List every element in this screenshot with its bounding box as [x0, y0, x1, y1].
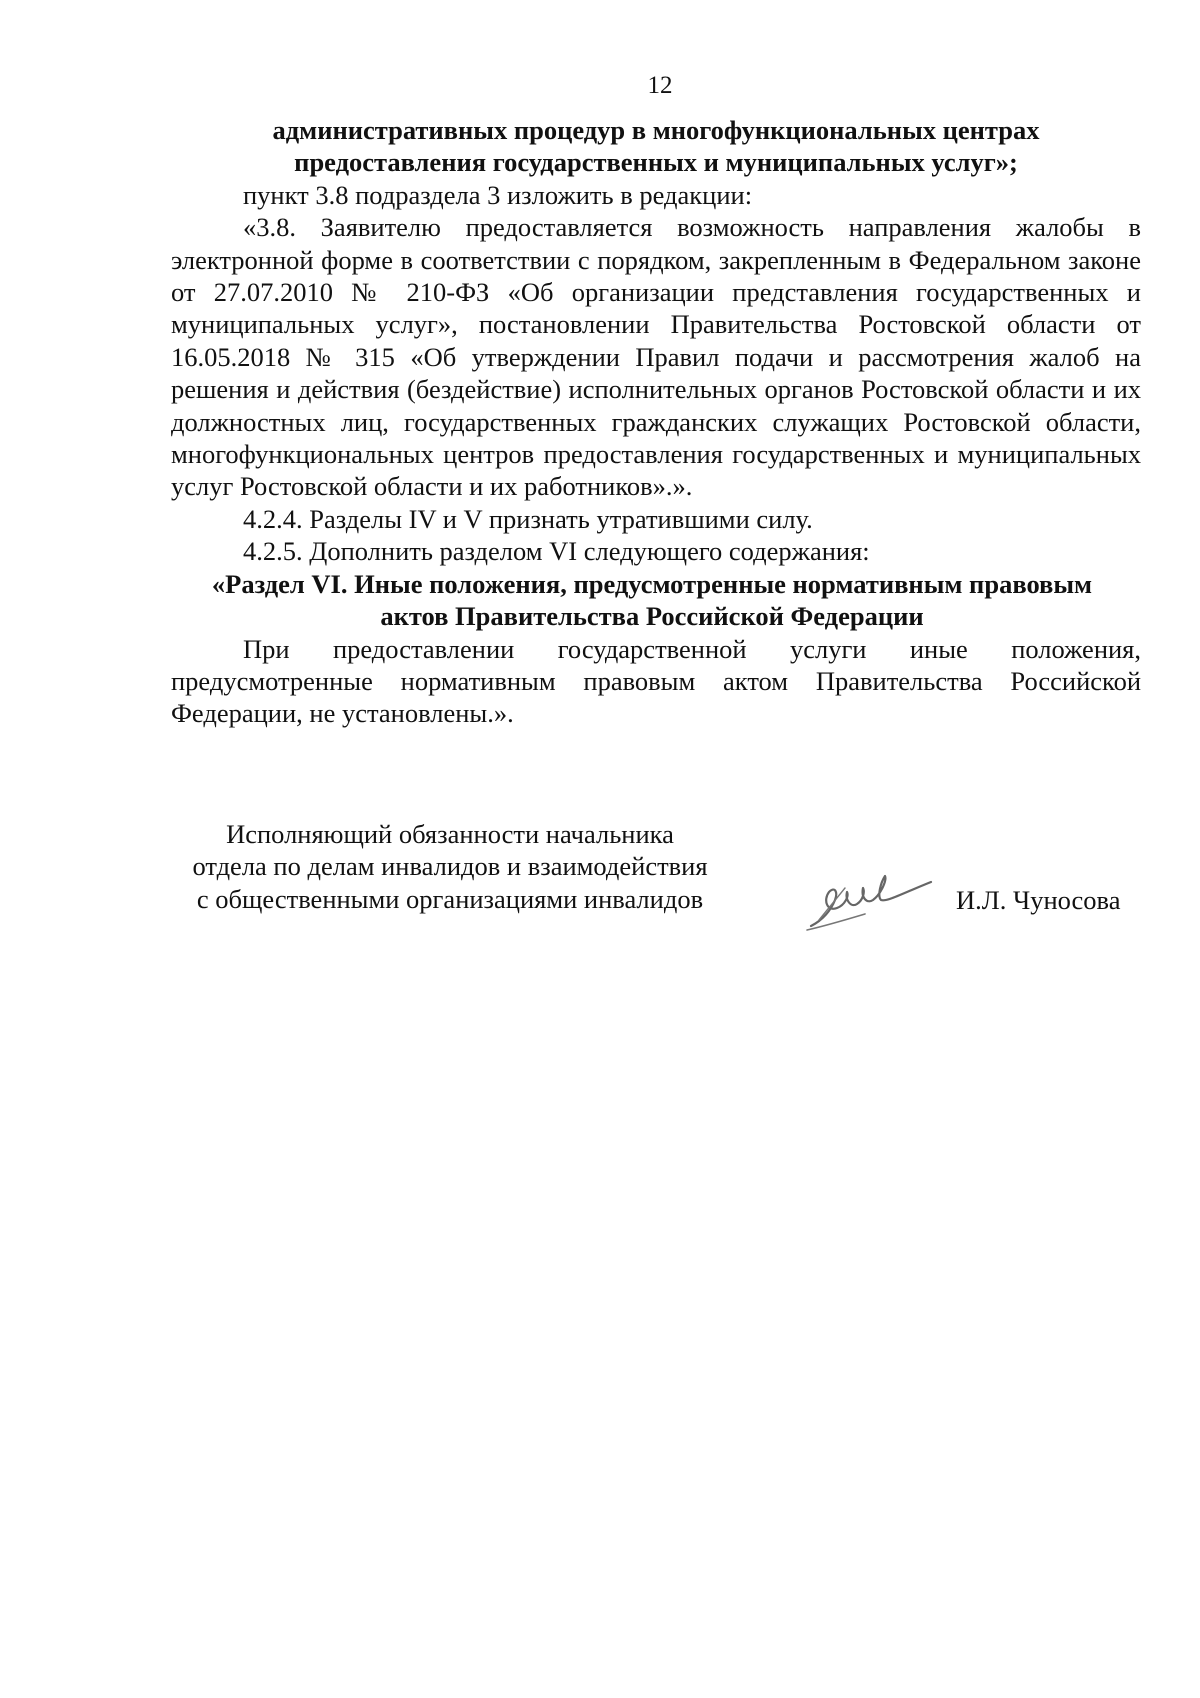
section-vi-paragraph: При предоставлении государственной услуги иные положения, предусмотренные нормативным правовым актом Правительства Российской Федерации, не установлены.».: [171, 633, 1141, 729]
section-vi-title-line-2: актов Правительства Российской Федерации: [380, 601, 924, 632]
handwritten-signature: [805, 870, 935, 932]
heading-continuation-line-1: административных процедур в многофункциональных центрах: [272, 115, 1040, 145]
document-body: [171, 114, 1141, 730]
item-4-2-5: 4.2.5. Дополнить разделом VI следующего содержания:: [243, 536, 870, 567]
point-3-8-intro: пункт 3.8 подраздела 3 изложить в редакции:: [243, 179, 753, 210]
page-number: 12: [647, 72, 673, 99]
signatory-position-line-2: отдела по делам инвалидов и взаимодействия: [192, 851, 708, 882]
section-vi-title-line-1: «Раздел VI. Иные положения, предусмотренные нормативным правовым: [211, 568, 1093, 599]
signatory-position: [150, 818, 750, 915]
point-3-8-paragraph: «3.8. Заявителю предоставляется возможность направления жалобы в электронной форме в соответствии с порядком, закрепленным в Федеральном законе от 27.07.2010 № 210-ФЗ «Об организации представления государственных и муниципальных услуг», постановлении Правительства Ростовской области от 16.05.2018 № 315 «Об утверждении Правил подачи и рассмотрения жалоб на решения и действия (бездействие) исполнительных органов Ростовской области и их должностных лиц, государственных гражданских служащих Ростовской области, многофункциональных центров предоставления государственных и муниципальных услуг Ростовской области и их работников».».: [171, 212, 1141, 502]
item-4-2-4: 4.2.4. Разделы IV и V признать утратившими силу.: [243, 503, 813, 534]
signer-name: И.Л. Чуносова: [956, 885, 1121, 915]
heading-continuation-line-2: предоставления государственных и муниципальных услуг»;: [294, 147, 1018, 178]
signatory-position-line-1: Исполняющий обязанности начальника: [226, 819, 674, 849]
signatory-position-line-3: с общественными организациями инвалидов: [196, 883, 704, 914]
